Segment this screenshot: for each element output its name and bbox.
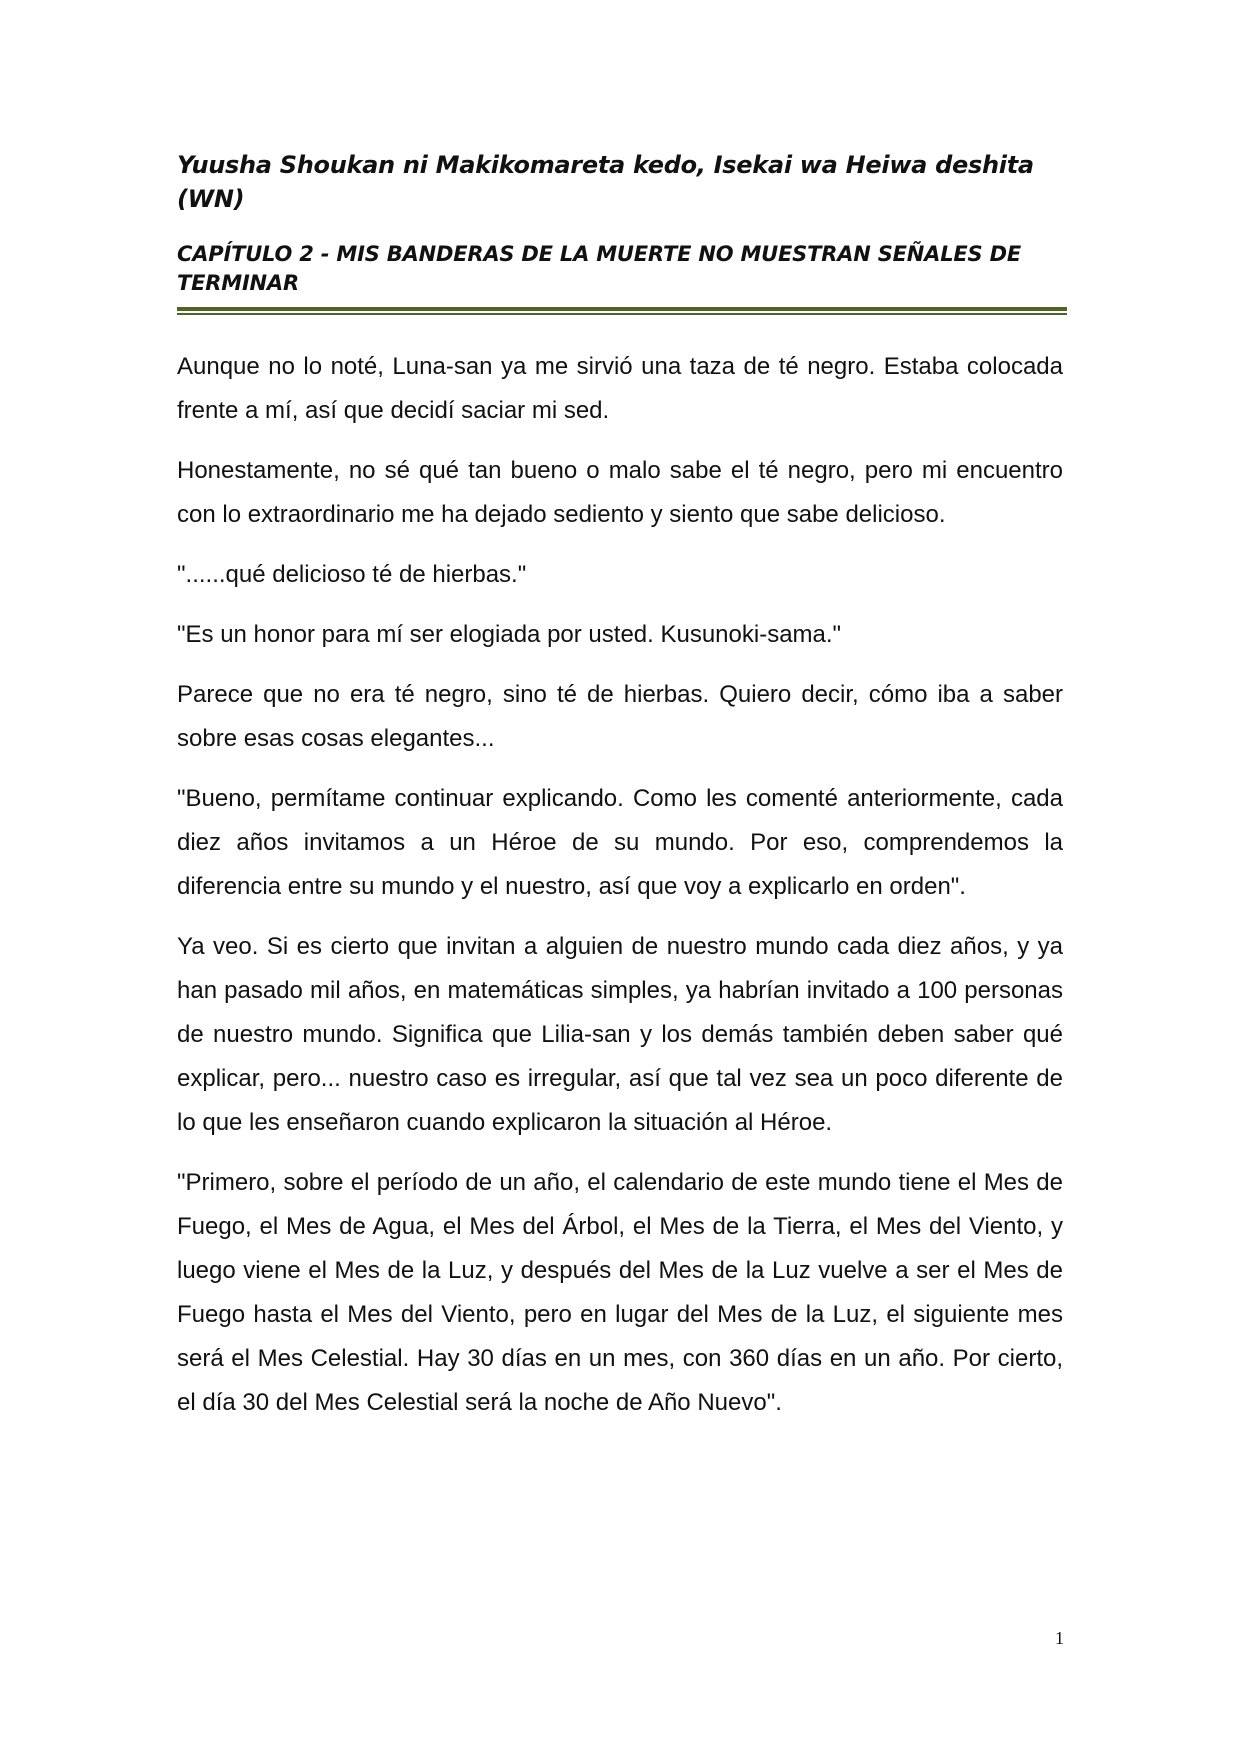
paragraph: Aunque no lo noté, Luna-san ya me sirvió una taza de té negro. Estaba colocada frente a mí, así que decidí saciar mi sed. [177, 353, 1063, 424]
paragraph: Parece que no era té negro, sino té de hierbas. Quiero decir, cómo iba a saber sobre esas cosas elegantes... [177, 681, 1063, 752]
paragraph: "Bueno, permítame continuar explicando. Como les comenté anteriormente, cada diez años invitamos a un Héroe de su mundo. Por eso, comprendemos la diferencia entre su mundo y el nuestro, así que voy a explicarlo en orden". [177, 785, 1063, 900]
paragraph: Ya veo. Si es cierto que invitan a alguien de nuestro mundo cada diez años, y ya han pasado mil años, en matemáticas simples, ya habrían invitado a 100 personas de nuestro mundo. Significa que Lilia-san y los demás también deben saber qué explicar, pero... nuestro caso es irregular, así que tal vez sea un poco diferente de lo que les enseñaron cuando explicaron la situación al Héroe. [177, 933, 1063, 1136]
chapter-body [177, 345, 1063, 1425]
paragraph: "Primero, sobre el período de un año, el calendario de este mundo tiene el Mes de Fuego, el Mes de Agua, el Mes del Árbol, el Mes de la Tierra, el Mes del Viento, y luego viene el Mes de la Luz, y después del Mes de la Luz vuelve a ser el Mes de Fuego hasta el Mes del Viento, pero en lugar del Mes de la Luz, el siguiente mes será el Mes Celestial. Hay 30 días en un mes, con 360 días en un año. Por cierto, el día 30 del Mes Celestial será la noche de Año Nuevo". [177, 1169, 1063, 1416]
chapter-divider [177, 307, 1067, 315]
chapter-title: CAPÍTULO 2 - MIS BANDERAS DE LA MUERTE NO MUESTRAN SEÑALES DE TERMINAR [177, 242, 1021, 295]
paragraph: Honestamente, no sé qué tan bueno o malo sabe el té negro, pero mi encuentro con lo extraordinario me ha dejado sediento y siento que sabe delicioso. [177, 457, 1063, 528]
divider-thin-line [177, 313, 1067, 315]
paragraph: "......qué delicioso té de hierbas." [177, 561, 527, 588]
page-content [177, 148, 1063, 1441]
page-number: 1 [1055, 1628, 1064, 1648]
book-title: Yuusha Shoukan ni Makikomareta kedo, Isekai wa Heiwa deshita (WN) [177, 151, 1034, 213]
paragraph: "Es un honor para mí ser elogiada por usted. Kusunoki-sama." [177, 621, 842, 648]
